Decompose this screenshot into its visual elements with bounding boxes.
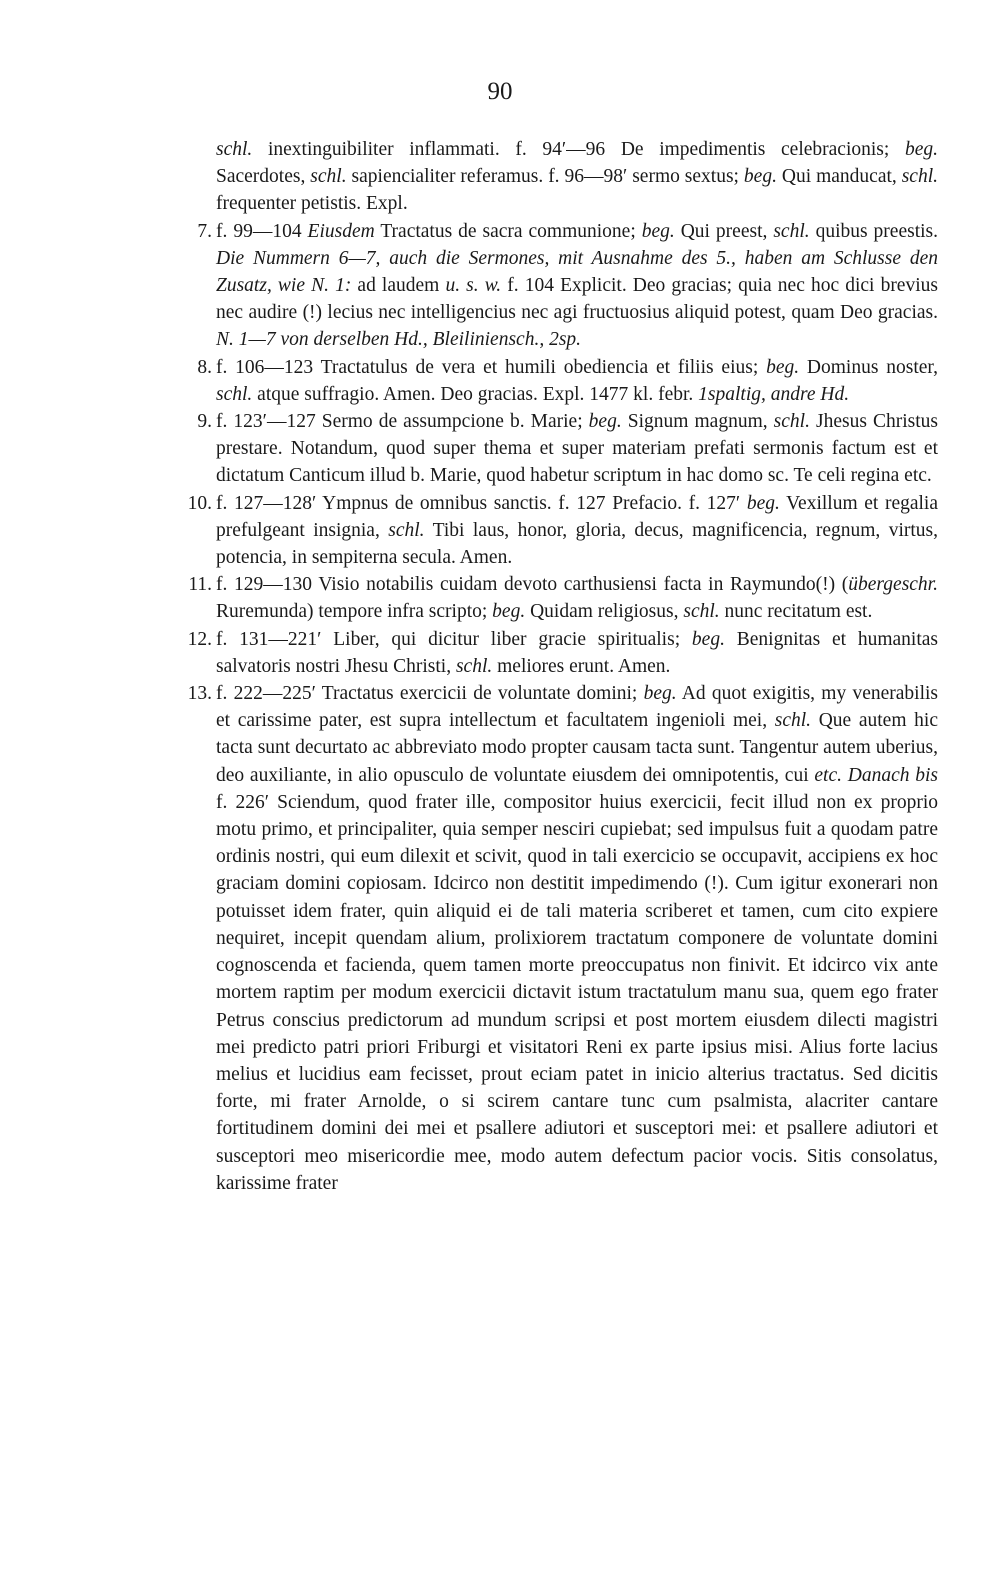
- entry-number: 12.: [187, 628, 212, 650]
- catalogue-text: [187, 136, 939, 1197]
- entry-number: 10.: [187, 492, 212, 514]
- text-segment: Sacerdotes,: [216, 166, 311, 188]
- text-segment: Qui preest,: [674, 220, 774, 242]
- italic-segment: N. 1—7 von derselben Hd., Bleiliniensch., 2sp.: [216, 329, 582, 351]
- entry-8: [197, 354, 938, 408]
- italic-segment: schl.: [455, 655, 493, 677]
- text-segment: Quidam religiosus,: [525, 601, 684, 623]
- text-segment: f. 127—128′ Ympnus de omnibus sanctis. f. 127 Prefacio. f. 127′: [216, 492, 747, 514]
- text-segment: Vexillum et regalia prefulgeant insignia,: [216, 492, 938, 541]
- italic-segment: beg.: [743, 166, 777, 188]
- italic-segment: etc.: [814, 764, 842, 786]
- italic-segment: schl.: [774, 710, 812, 732]
- italic-segment: beg.: [746, 492, 780, 514]
- text-segment: inextinguibiliter inflammati. f. 94′—96 De impedimentis celebracionis;: [252, 139, 905, 160]
- text-segment: Benignitas et humanitas salvatoris nostri Jhesu Christi,: [216, 628, 939, 677]
- entry-13: [187, 680, 939, 1197]
- entry-number: 13.: [187, 683, 212, 705]
- page-number: 90: [487, 78, 513, 105]
- italic-segment: beg.: [492, 601, 526, 623]
- italic-segment: Danach bis: [847, 764, 939, 786]
- text-segment: meliores erunt. Amen.: [492, 655, 671, 677]
- text-segment: frequenter petistis. Expl.: [216, 193, 408, 215]
- italic-segment: schl.: [901, 166, 939, 188]
- entry-number: 7.: [197, 220, 212, 242]
- text-segment: nunc recitatum est.: [719, 601, 873, 623]
- entry-number: 9.: [197, 411, 212, 433]
- entry-text: [216, 411, 938, 486]
- italic-segment: beg.: [588, 411, 622, 433]
- entry-text: [216, 139, 938, 214]
- italic-segment: schl.: [216, 383, 253, 405]
- text-segment: atque suffragio. Amen. Deo gracias. Expl. 1477 kl. febr.: [252, 383, 699, 405]
- italic-segment: schl.: [388, 519, 425, 541]
- text-segment: f. 131—221′ Liber, qui dicitur liber gracie spiritualis;: [216, 628, 692, 650]
- italic-segment: beg.: [904, 139, 938, 160]
- entry-text: [216, 574, 938, 622]
- entry-number: 11.: [188, 574, 212, 596]
- entry-11: [188, 571, 938, 625]
- italic-segment: beg.: [766, 356, 800, 378]
- entry-7: [197, 218, 938, 354]
- entry-continuation: [216, 136, 938, 218]
- italic-segment: Die Nummern 6—7, auch die Sermones, mit Ausnahme des 5., haben am Schlusse den Zusatz, wie N. 1:: [216, 247, 938, 297]
- text-segment: f. 222—225′ Tractatus exercicii de voluntate domini;: [216, 683, 644, 705]
- text-segment: Qui manducat,: [776, 166, 902, 188]
- entry-number: 8.: [197, 356, 212, 378]
- entry-9: [197, 408, 939, 490]
- text-segment: f. 106—123 Tractatulus de vera et humili obediencia et filiis eius;: [216, 356, 767, 378]
- text-segment: Tractatus de sacra communione;: [374, 220, 642, 242]
- italic-segment: 1spaltig, andre Hd.: [698, 383, 850, 405]
- entry-text: [216, 221, 938, 351]
- italic-segment: schl.: [773, 220, 810, 242]
- italic-segment: schl.: [310, 166, 347, 188]
- text-segment: Jhesus Christus prestare. Notandum, quod super thema et super materiam prefati sermonis factum est et dictatum Canticum illud b. Marie, quod habetur scriptum in hac domo sc. Te celi regina etc.: [216, 411, 939, 487]
- entry-text: [216, 629, 938, 677]
- italic-segment: schl.: [773, 411, 810, 433]
- italic-segment: beg.: [691, 628, 725, 650]
- entry-text: [216, 357, 938, 405]
- text-segment: f. 129—130 Visio notabilis cuidam devoto carthusiensi facta in Raymundo(!) (: [216, 574, 849, 596]
- italic-segment: beg.: [643, 683, 677, 705]
- text-segment: ad laudem: [351, 275, 446, 297]
- text-segment: quibus preestis.: [809, 220, 938, 242]
- text-segment: Dominus noster,: [799, 356, 938, 378]
- text-segment: f. 99—104: [216, 220, 308, 242]
- text-segment: Ad quot exigitis, my venerabilis et carissime pater, est supra intellectum et facultatem ingenioli mei,: [216, 683, 938, 732]
- italic-segment: schl.: [683, 601, 720, 623]
- text-segment: f. 123′—127 Sermo de assumpcione b. Marie;: [216, 411, 589, 433]
- italic-segment: schl.: [216, 139, 253, 160]
- italic-segment: beg.: [641, 220, 675, 242]
- entry-text: [216, 493, 938, 568]
- entry-10: [187, 490, 938, 572]
- text-segment: Ruremunda) tempore infra scripto;: [216, 601, 493, 623]
- italic-segment: Eiusdem: [307, 220, 375, 242]
- text-segment: Que autem hic tacta sunt decurtato ac abbreviato modo propter causam tacta sunt. Tangentur autem uberius, deo auxiliante, in alio opusculo de voluntate eiusdem dei omnipotentis, cui: [216, 710, 938, 786]
- text-segment: f. 226′ Sciendum, quod frater ille, compositor huius exercicii, fecit illud non ex proprio motu primo, et principaliter, quia semper nesciri cupiebat; sed impulsus fuit a quodam patre ordinis nostri, qui eum dilexit et scivit, quod in tali exercicio se occupavit, accipiens ex hoc graciam domini copiosam. Idcirco non destitit impedimendo (!). Cum igitur exonerari non potuisset idem frater, quin aliquid ei de tali materia scriberet et tamen, cum cito expiere nequiret, incepit quendam alium, prolixiorem tractatum componere de voluntate domini cognoscenda et facienda, quem tamen morte preoccupatus non finivit. Et idcirco vix ante mortem raptim per modum exercicii dictavit istum tractatulum manu sua, quem ego frater Petrus conscius predictorum ad mundum scripsi et post mortem eiusdem dilecti magistri mei predicto patri priori Friburgi et visitatori Reni ex parte ipsius misi. Alius forte lacius melius et lucidius eam fecisset, prout eciam patet in inicio alterius tractatus. Sed dicitis forte, mi frater Arnolde, o si scirem cantare tunc cum psalmista, alacriter cantare fortitudinem domini dei mei et psallere adiutori et susceptori mei: et psallere adiutori et susceptori meo misericordie mee, modo autem defectum pacior vocis. Sitis consolatus, karissime frater: [216, 791, 938, 1194]
- text-segment: sapiencialiter referamus. f. 96—98′ sermo sextus;: [346, 166, 744, 188]
- text-segment: Tibi laus, honor, gloria, decus, magnificencia, regnum, virtus, potencia, in sempiterna secula. Amen.: [216, 519, 938, 569]
- text-segment: f. 104 Explicit. Deo gracias; quia nec hoc dici brevius nec audire (!) lecius nec intelligencius nec agi fructuosius aliquid potest, quam Deo gracias.: [216, 275, 938, 324]
- text-segment: Signum magnum,: [621, 411, 774, 433]
- italic-segment: u. s. w.: [445, 275, 502, 297]
- italic-segment: übergeschr.: [848, 574, 938, 596]
- entry-12: [187, 626, 939, 680]
- entry-text: [216, 683, 938, 1194]
